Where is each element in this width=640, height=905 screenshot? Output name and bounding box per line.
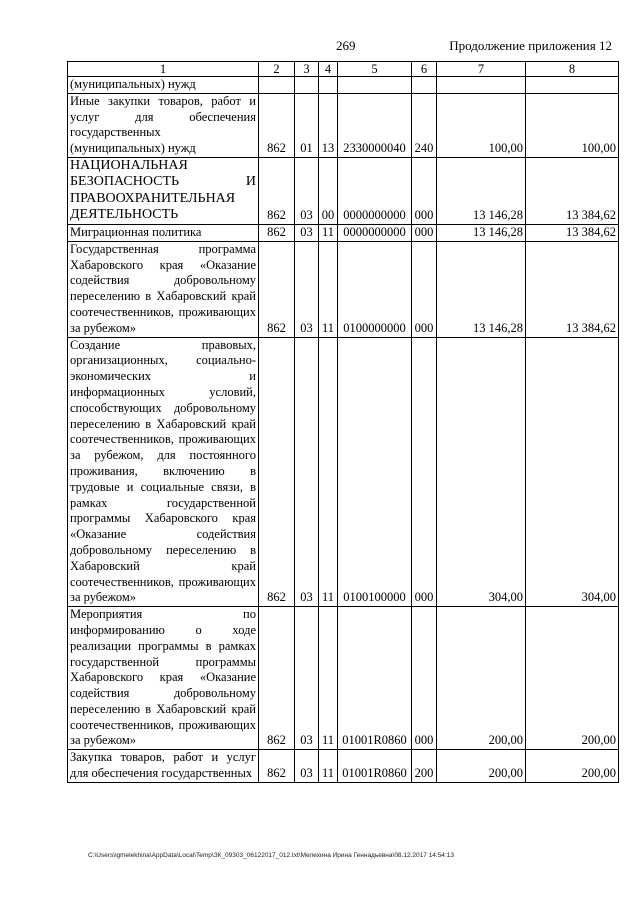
- cell-section: 03: [295, 241, 319, 337]
- table-row: [68, 750, 619, 783]
- cell-section: 03: [295, 337, 319, 607]
- cell-grbs: [259, 77, 295, 94]
- cell-subsection: 11: [319, 607, 338, 750]
- cell-sum-1: 200,00: [437, 750, 526, 783]
- cell-target: 0100000000: [338, 241, 412, 337]
- row-name: Иные закупки товаров, работ и услуг для обеспечения государственных (муниципальных) нужд: [68, 93, 259, 157]
- cell-sum-2: 13 384,62: [526, 241, 619, 337]
- header-cell: 3: [295, 62, 319, 77]
- header-cell: 2: [259, 62, 295, 77]
- cell-target: 0000000000: [338, 157, 412, 224]
- header-cell: 8: [526, 62, 619, 77]
- cell-sum-2: [526, 77, 619, 94]
- cell-sum-1: 13 146,28: [437, 241, 526, 337]
- cell-section: [295, 77, 319, 94]
- cell-sum-2: 200,00: [526, 750, 619, 783]
- cell-subsection: 00: [319, 157, 338, 224]
- table-row: [68, 607, 619, 750]
- cell-target: 01001R0860: [338, 607, 412, 750]
- cell-type: 000: [412, 241, 437, 337]
- cell-type: [412, 77, 437, 94]
- cell-grbs: 862: [259, 607, 295, 750]
- page-number: 269: [336, 38, 356, 53]
- cell-section: 03: [295, 224, 319, 241]
- row-name: Закупка товаров, работ и услуг для обеспечения государственных: [68, 750, 259, 783]
- cell-sum-1: 200,00: [437, 607, 526, 750]
- cell-subsection: [319, 77, 338, 94]
- cell-subsection: 11: [319, 224, 338, 241]
- cell-type: 240: [412, 93, 437, 157]
- table-row: [68, 93, 619, 157]
- cell-section: 03: [295, 750, 319, 783]
- row-name: НАЦИОНАЛЬНАЯ БЕЗОПАСНОСТЬ И ПРАВООХРАНИТЕЛЬНАЯ ДЕЯТЕЛЬНОСТЬ: [68, 157, 259, 224]
- cell-sum-2: 13 384,62: [526, 224, 619, 241]
- cell-type: 000: [412, 607, 437, 750]
- cell-sum-1: 13 146,28: [437, 224, 526, 241]
- row-name: Миграционная политика: [68, 224, 259, 241]
- cell-grbs: 862: [259, 157, 295, 224]
- cell-grbs: 862: [259, 93, 295, 157]
- cell-sum-2: 13 384,62: [526, 157, 619, 224]
- budget-table: [67, 61, 619, 783]
- cell-type: 000: [412, 337, 437, 607]
- cell-type: 200: [412, 750, 437, 783]
- header-row: [68, 62, 619, 77]
- cell-type: 000: [412, 157, 437, 224]
- row-name: Создание правовых, организационных, социально-экономических и информационных условий, способствующих добровольному переселению в Хабаровский край соотечественников, проживающих за рубежом, для постоянного проживания, включению в трудовые и социальные связи, в рамках государственной программы Хабаровского края «Оказание содействия добровольному переселению в Хабаровский край соотечественников, проживающих за рубежом»: [68, 337, 259, 607]
- cell-sum-1: 100,00: [437, 93, 526, 157]
- header-cell: 4: [319, 62, 338, 77]
- cell-subsection: 11: [319, 241, 338, 337]
- continuation-label: Продолжение приложения 12: [449, 38, 612, 53]
- cell-sum-1: 304,00: [437, 337, 526, 607]
- row-name: Мероприятия по информированию о ходе реализации программы в рамках государственной программы Хабаровского края «Оказание содействия добровольному переселению в Хабаровский край соотечественников, проживающих за рубежом»: [68, 607, 259, 750]
- cell-grbs: 862: [259, 224, 295, 241]
- header-cell: 1: [68, 62, 259, 77]
- cell-sum-2: 200,00: [526, 607, 619, 750]
- row-name: Государственная программа Хабаровского края «Оказание содействия добровольному переселению в Хабаровский край соотечественников, проживающих за рубежом»: [68, 241, 259, 337]
- cell-target: 0100100000: [338, 337, 412, 607]
- table-row: [68, 224, 619, 241]
- table-row: [68, 157, 619, 224]
- cell-section: 03: [295, 607, 319, 750]
- cell-sum-2: 100,00: [526, 93, 619, 157]
- cell-grbs: 862: [259, 241, 295, 337]
- row-name: (муниципальных) нужд: [68, 77, 259, 94]
- cell-type: 000: [412, 224, 437, 241]
- cell-target: 01001R0860: [338, 750, 412, 783]
- cell-subsection: 11: [319, 750, 338, 783]
- cell-grbs: 862: [259, 337, 295, 607]
- cell-sum-1: 13 146,28: [437, 157, 526, 224]
- cell-sum-2: 304,00: [526, 337, 619, 607]
- header-cell: 7: [437, 62, 526, 77]
- cell-grbs: 862: [259, 750, 295, 783]
- cell-target: [338, 77, 412, 94]
- cell-target: 2330000040: [338, 93, 412, 157]
- cell-subsection: 13: [319, 93, 338, 157]
- table-row: [68, 77, 619, 94]
- table-row: [68, 241, 619, 337]
- header-cell: 5: [338, 62, 412, 77]
- table-row: [68, 337, 619, 607]
- header-cell: 6: [412, 62, 437, 77]
- cell-sum-1: [437, 77, 526, 94]
- file-path-footer: C:\Users\igmelekhina\AppData\Local\Temp\ЗК_09303_06122017_012.txt\Мелехина Ирина Геннадьевна\08.12.2017 14:54:13: [88, 852, 454, 859]
- cell-section: 03: [295, 157, 319, 224]
- cell-subsection: 11: [319, 337, 338, 607]
- cell-target: 0000000000: [338, 224, 412, 241]
- cell-section: 01: [295, 93, 319, 157]
